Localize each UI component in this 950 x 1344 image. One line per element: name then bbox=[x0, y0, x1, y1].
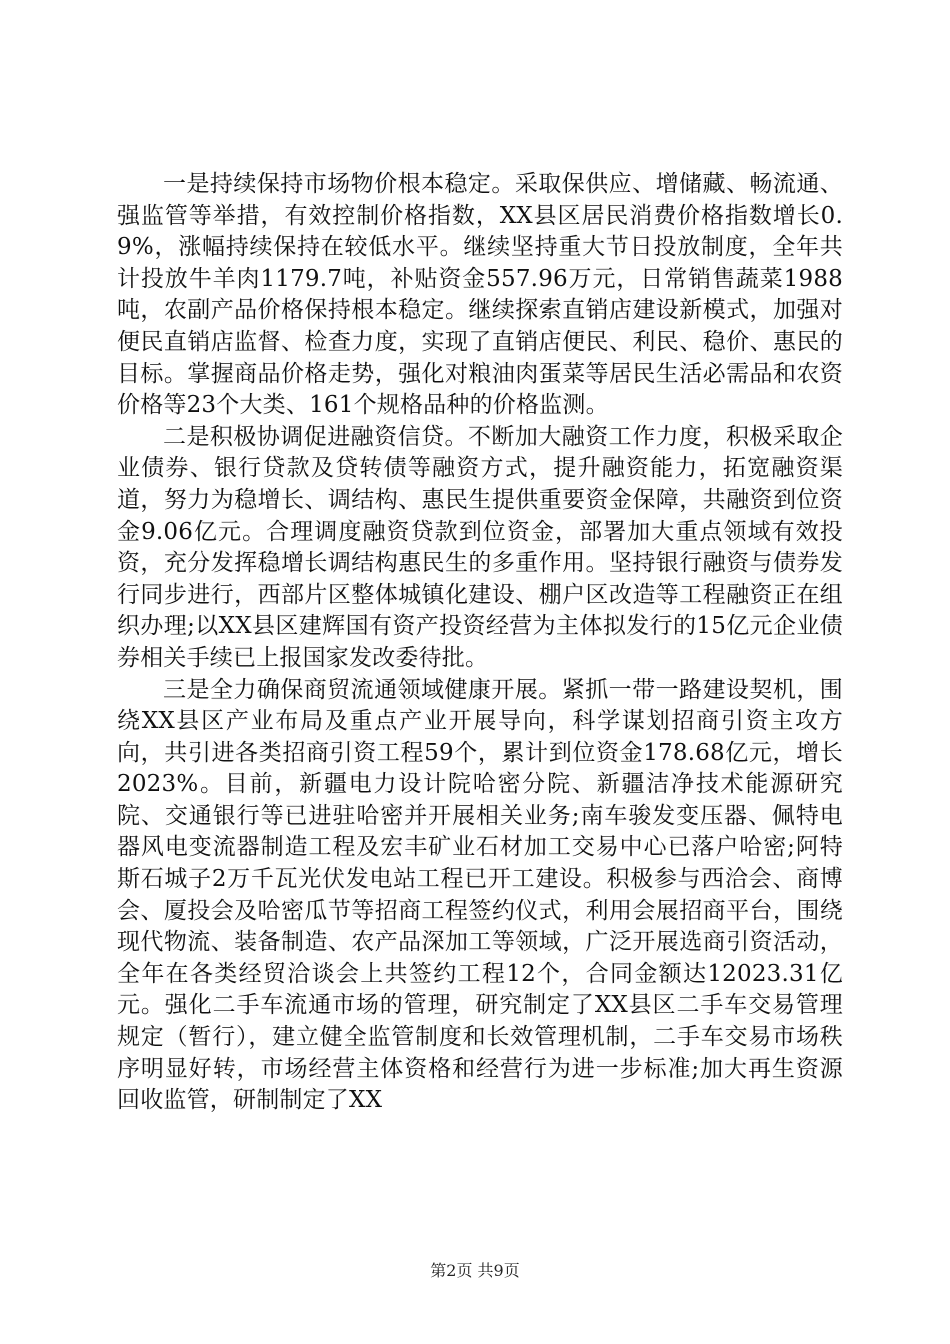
page-number-footer: 第2页 共9页 bbox=[430, 1261, 520, 1280]
paragraph-price-stability: 一是持续保持市场物价根本稳定。采取保供应、增储藏、畅流通、强监管等举措，有效控制价格指数，XX县区居民消费价格指数增长0.9%，涨幅持续保持在较低水平。继续坚持重大节日投放制度，全年共计投放牛羊肉1179.7吨，补贴资金557.96万元，日常销售蔬菜1988吨，农副产品价格保持根本稳定。继续探索直销店建设新模式，加强对便民直销店监督、检查力度，实现了直销店便民、利民、稳价、惠民的目标。掌握商品价格走势，强化对粮油肉蛋菜等居民生活必需品和农资价格等23个大类、161个规格品种的价格监测。 bbox=[117, 171, 843, 419]
paragraph-commerce: 三是全力确保商贸流通领域健康开展。紧抓一带一路建设契机，围绕XX县区产业布局及重点产业开展导向，科学谋划招商引资主攻方向，共引进各类招商引资工程59个，累计到位资金178.68亿元，增长2023%。目前，新疆电力设计院哈密分院、新疆洁净技术能源研究院、交通银行等已进驻哈密并开展相关业务;南车骏发变压器、佩特电器风电变流器制造工程及宏丰矿业石材加工交易中心已落户哈密;阿特斯石城子2万千瓦光伏发电站工程已开工建设。积极参与西洽会、商博会、厦投会及哈密瓜节等招商工程签约仪式，利用会展招商平台，围绕现代物流、装备制造、农产品深加工等领域，广泛开展选商引资活动，全年在各类经贸洽谈会上共签约工程12个，合同金额达12023.31亿元。强化二手车流通市场的管理，研究制定了XX县区二手车交易管理规定（暂行），建立健全监管制度和长效管理机制，二手车交易市场秩序明显好转，市场经营主体资格和经营行为进一步标准;加大再生资源回收监管，研制制定了XX bbox=[117, 676, 843, 1114]
document-body bbox=[117, 169, 843, 1117]
paragraph-financing: 二是积极协调促进融资信贷。不断加大融资工作力度，积极采取企业债券、银行贷款及贷转债等融资方式，提升融资能力，拓宽融资渠道，努力为稳增长、调结构、惠民生提供重要资金保障，共融资到位资金9.06亿元。合理调度融资贷款到位资金，部署加大重点领域有效投资，充分发挥稳增长调结构惠民生的多重作用。坚持银行融资与债券发行同步进行，西部片区整体城镇化建设、棚户区改造等工程融资正在组织办理;以XX县区建辉国有资产投资经营为主体拟发行的15亿元企业债券相关手续已上报国家发改委待批。 bbox=[117, 423, 843, 671]
